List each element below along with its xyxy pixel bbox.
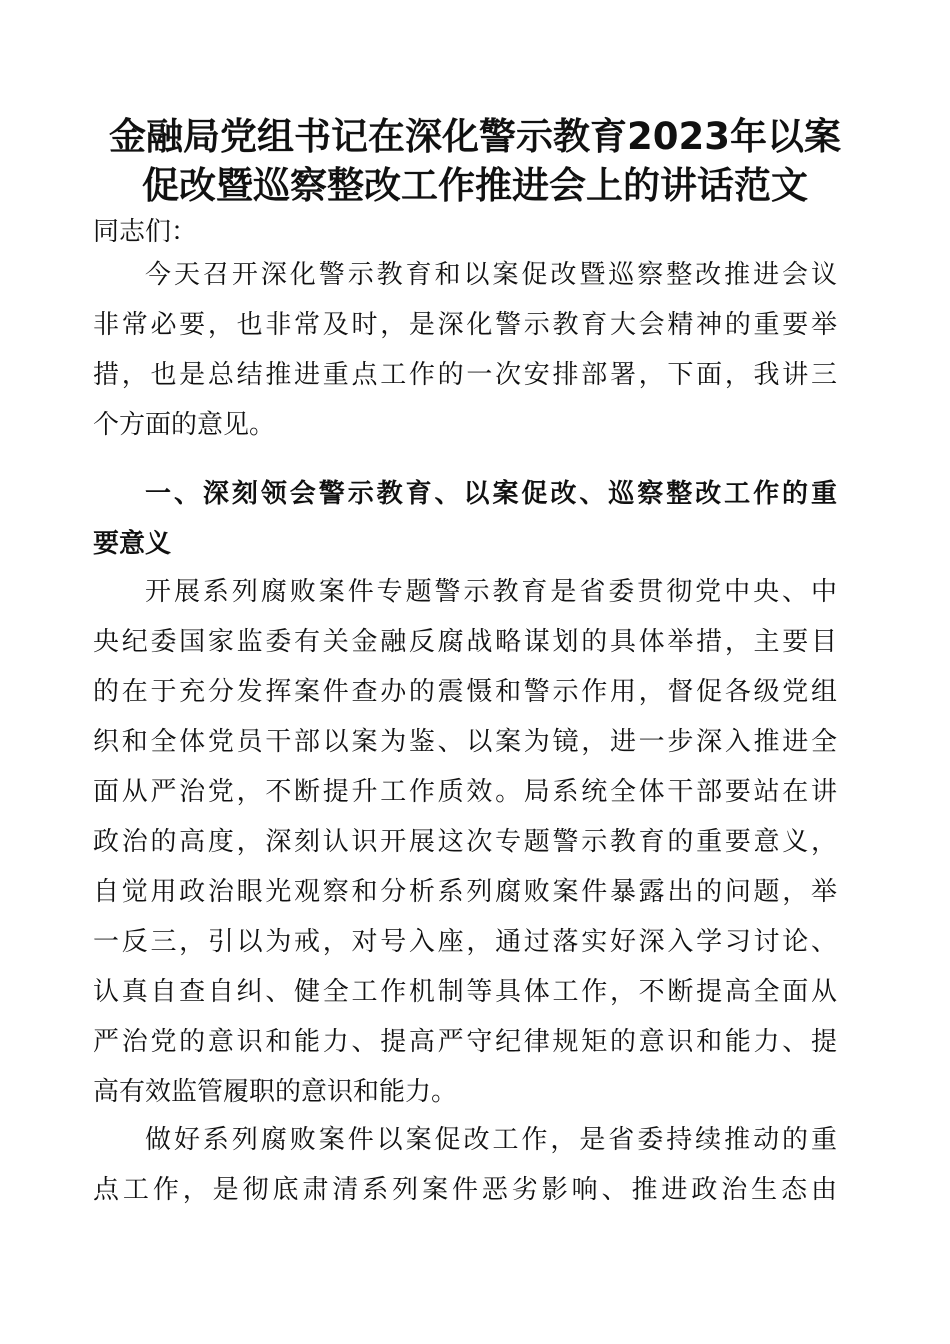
salutation: 同志们：: [93, 217, 198, 247]
heading-line: 一、深刻领会警示教育、以案促改、巡察整改工作的重: [145, 479, 837, 509]
paragraph-line: 开展系列腐败案件专题警示教育是省委贯彻党中央、中: [145, 577, 837, 607]
paragraph-line: 非常必要，也非常及时，是深化警示教育大会精神的重要举: [93, 310, 837, 340]
paragraph-line: 个方面的意见。: [93, 410, 276, 440]
paragraph-line: 措，也是总结推进重点工作的一次安排部署，下面，我讲三: [93, 360, 837, 390]
paragraph-line: 做好系列腐败案件以案促改工作，是省委持续推动的重: [145, 1125, 837, 1155]
paragraph-line: 高有效监管履职的意识和能力。: [93, 1077, 458, 1107]
paragraph-intro: [93, 250, 837, 450]
paragraph-line: 政治的高度，深刻认识开展这次专题警示教育的重要意义，: [93, 827, 837, 857]
paragraph-line: 一反三，引以为戒，对号入座，通过落实好深入学习讨论、: [93, 927, 837, 957]
paragraph-line: 点工作，是彻底肃清系列案件恶劣影响、推进政治生态由: [93, 1175, 837, 1205]
document-title-line-1: 金融局党组书记在深化警示教育2023年以案: [109, 115, 841, 158]
paragraph-line: 严治党的意识和能力、提高严守纪律规矩的意识和能力、提: [93, 1027, 837, 1057]
paragraph-line: 面从严治党，不断提升工作质效。局系统全体干部要站在讲: [93, 777, 837, 807]
paragraph-line: 今天召开深化警示教育和以案促改暨巡察整改推进会议: [145, 260, 837, 290]
document-title-line-2: 促改暨巡察整改工作推进会上的讲话范文: [142, 164, 808, 207]
paragraph-rectification: [93, 1115, 837, 1215]
paragraph-significance: [93, 567, 837, 1117]
paragraph-line: 认真自查自纠、健全工作机制等具体工作，不断提高全面从: [93, 977, 837, 1007]
paragraph-line: 自觉用政治眼光观察和分析系列腐败案件暴露出的问题，举: [93, 877, 837, 907]
section-heading-1: [93, 469, 837, 569]
heading-line: 要意义: [93, 529, 172, 559]
paragraph-line: 织和全体党员干部以案为鉴、以案为镜，进一步深入推进全: [93, 727, 837, 757]
paragraph-line: 央纪委国家监委有关金融反腐战略谋划的具体举措，主要目: [93, 627, 837, 657]
paragraph-line: 的在于充分发挥案件查办的震慑和警示作用，督促各级党组: [93, 677, 837, 707]
